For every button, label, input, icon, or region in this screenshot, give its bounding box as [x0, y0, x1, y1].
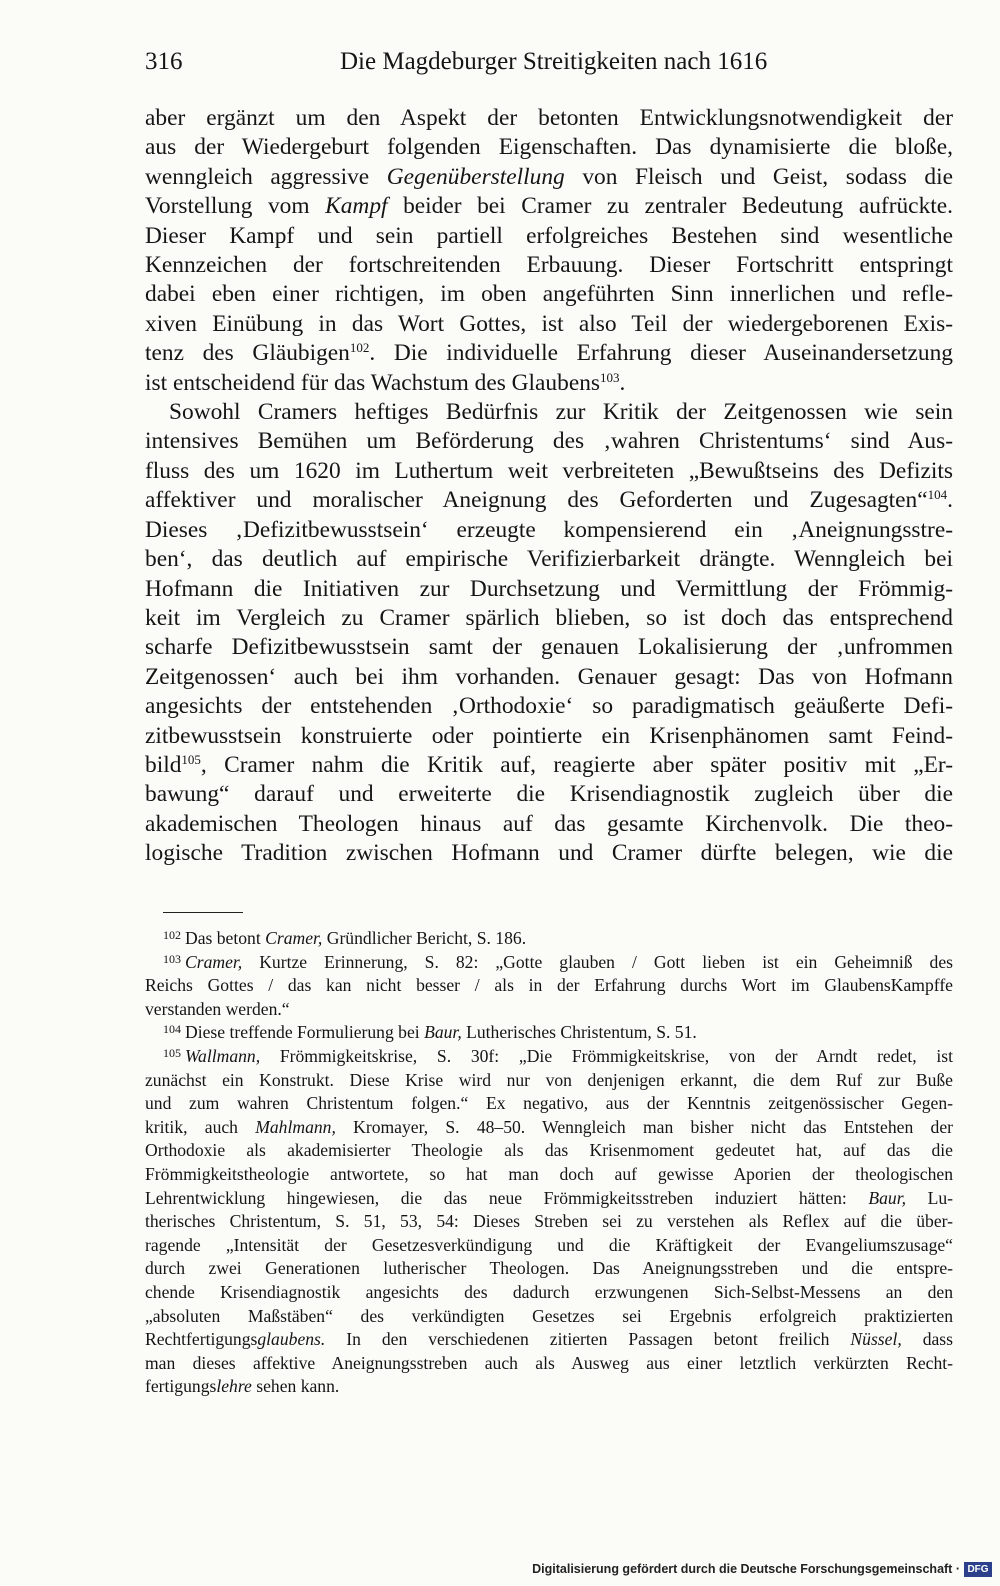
footnote-ref[interactable]: 103	[600, 369, 620, 385]
footnote-line: kritik, auch Mahlmann, Kromayer, S. 48–50. Wenngleich man bisher nicht das Entstehen der	[145, 1116, 953, 1137]
body-line: angesichts der entstehenden ‚Orthodoxie‘ so paradigmatisch geäußerte Defi-	[145, 693, 953, 720]
body-line: zitbewusstsein konstruierte oder pointierte ein Krisenphänomen samt Feind-	[145, 722, 953, 749]
emphasis: Kampf	[325, 193, 388, 220]
footnote-line: Reichs Gottes / das kan nicht besser / als in der Erfahrung durchs Wort im GlaubensKampffe	[145, 975, 953, 996]
body-line: ben‘, das deutlich auf empirische Verifizierbarkeit drängte. Wenngleich bei	[145, 546, 953, 573]
footnote-line: therisches Christentum, S. 51, 53, 54: Dieses Streben sei zu verstehen als Reflex auf die über-	[145, 1211, 953, 1232]
footnote-ref[interactable]: 105	[181, 751, 201, 767]
body-line: akademischen Theologen hinaus auf das gesamte Kirchenvolk. Die theo-	[145, 810, 953, 837]
footnote-line: „absoluten Maßstäben“ des verkündigten Gesetzes sei Ergebnis erfolgreich praktizierten	[145, 1305, 953, 1326]
body-line: Zeitgenossen‘ auch bei ihm vorhanden. Genauer gesagt: Das von Hofmann	[145, 663, 953, 690]
body-line: keit im Vergleich zu Cramer spärlich blieben, so ist doch das entsprechend	[145, 604, 953, 631]
running-head	[145, 48, 955, 88]
body-line: bild$^{105}$, Cramer nahm die Kritik auf, reagierte aber später positiv mit „Er-	[145, 751, 953, 778]
footnote-line: und zum wahren Christentum folgen.“ Ex negativo, aus der Kenntnis zeitgenössischer Gegen-	[145, 1093, 953, 1114]
footnote-line: Lehrentwicklung hingewiesen, die das neue Frömmigkeitsstreben induziert hätten: Baur, Lu-	[145, 1187, 953, 1208]
footnote-line: fertigungslehre sehen kann.	[145, 1376, 340, 1397]
footnote-ref[interactable]: 104	[927, 487, 948, 503]
footnote-105: $^{105}$ Wallmann, Frömmigkeitskrise, S. 30f: „Die Frömmigkeitskrise, von der Arndt redet, ist	[163, 1045, 953, 1066]
footnote-line: man dieses affektive Aneignungsstreben auch als Ausweg aus einer letztlich verkürzten Recht-	[145, 1352, 953, 1373]
running-title: Die Magdeburger Streitigkeiten nach 1616	[340, 48, 768, 75]
footnote-line: Orthodoxie als akademisierter Theologie als das Krisenmoment gedeutet hat, auf das die	[145, 1140, 953, 1161]
body-line: dabei eben einer richtigen, im oben angeführten Sinn innerlichen und refle-	[145, 281, 953, 308]
dfg-logo-icon: DFG	[964, 1562, 992, 1577]
body-line: Sowohl Cramers heftiges Bedürfnis zur Kritik der Zeitgenossen wie sein	[169, 399, 953, 426]
body-line: Hofmann die Initiativen zur Durchsetzung und Vermittlung der Frömmig-	[145, 575, 953, 602]
body-line: Kennzeichen der fortschreitenden Erbauung. Dieser Fortschritt entspringt	[145, 252, 953, 279]
body-line: tenz des Gläubigen$^{102}$. Die individuelle Erfahrung dieser Auseinandersetzung	[145, 340, 953, 367]
footnote-line: zunächst ein Konstrukt. Diese Krise wird nur von denjenigen erkannt, die dem Ruf zur Buße	[145, 1069, 953, 1090]
footnote-line: ragende „Intensität der Gesetzesverkündigung und die Kräftigkeit der Evangeliumszusage“	[145, 1234, 953, 1255]
footnote-102: $^{102}$ Das betont Cramer, Gründlicher Bericht, S. 186.	[163, 928, 527, 948]
body-line: scharfe Defizitbewusstsein samt der genauen Lokalisierung der ‚unfrommen	[145, 634, 953, 661]
body-line: bawung“ darauf und erweiterte die Krisendiagnostik zugleich über die	[145, 781, 953, 808]
footnote-103: $^{103}$ Cramer, Kurtze Erinnerung, S. 82: „Gotte glauben / Gott lieben ist ein Geheimniß des	[163, 951, 953, 972]
body-line: fluss des um 1620 im Luthertum weit verbreiteten „Bewußtseins des Defizits	[145, 457, 953, 484]
body-line: wenngleich aggressive Gegenüberstellung von Fleisch und Geist, sodass die	[145, 163, 953, 190]
body-line: affektiver und moralischer Aneignung des Geforderten und Zugesagten“$^{104}$.	[145, 487, 953, 514]
body-line: intensives Bemühen um Beförderung des ‚wahren Christentums‘ sind Aus-	[145, 428, 953, 455]
footnote-104: $^{104}$ Diese treffende Formulierung bei Baur, Lutherisches Christentum, S. 51.	[163, 1022, 697, 1043]
body-line: logische Tradition zwischen Hofmann und Cramer dürfte belegen, wie die	[145, 840, 953, 867]
body-line: aber ergänzt um den Aspekt der betonten Entwicklungsnotwendigkeit der	[145, 105, 953, 131]
footnote-separator	[163, 912, 243, 913]
page-number: 316	[145, 48, 183, 75]
footnote-line: durch zwei Generationen lutherischer Theologen. Das Aneignungsstreben und die entspre-	[145, 1258, 953, 1279]
body-line: ist entscheidend für das Wachstum des Glaubens$^{103}$.	[145, 369, 626, 396]
footnote-line: Frömmigkeitstheologie antwortete, so hat man doch auf gewisse Aporien der theologischen	[145, 1163, 953, 1184]
watermark-text: Digitalisierung gefördert durch die Deutsche Forschungsgemeinschaft ·	[532, 1562, 960, 1576]
footnote-ref[interactable]: 102	[349, 340, 370, 356]
dfg-watermark	[532, 1558, 992, 1580]
footnote-line: chende Krisendiagnostik angesichts des dadurch erzwungenen Sich-Selbst-Messens an den	[145, 1281, 953, 1302]
footnote-line: verstanden werden.“	[145, 998, 290, 1019]
body-line: Vorstellung vom Kampf beider bei Cramer zu zentraler Bedeutung aufrückte.	[145, 193, 953, 220]
body-line: Dieses ‚Defizitbewusstsein‘ erzeugte kompensierend ein ‚Aneignungsstre-	[145, 516, 953, 543]
body-line: Dieser Kampf und sein partiell erfolgreiches Bestehen sind wesentliche	[145, 222, 953, 249]
footnote-line: Rechtfertigungsglaubens. In den verschiedenen zitierten Passagen betont freilich Nüssel, dass	[145, 1329, 953, 1350]
footnotes	[145, 927, 953, 1399]
body-line: aus der Wiedergeburt folgenden Eigenschaften. Das dynamisierte die bloße,	[145, 134, 953, 161]
body-line: xiven Einübung in das Wort Gottes, ist also Teil der wiedergeborenen Exis-	[145, 310, 953, 337]
body-text	[145, 104, 953, 869]
emphasis: Gegenüberstellung	[386, 163, 565, 190]
